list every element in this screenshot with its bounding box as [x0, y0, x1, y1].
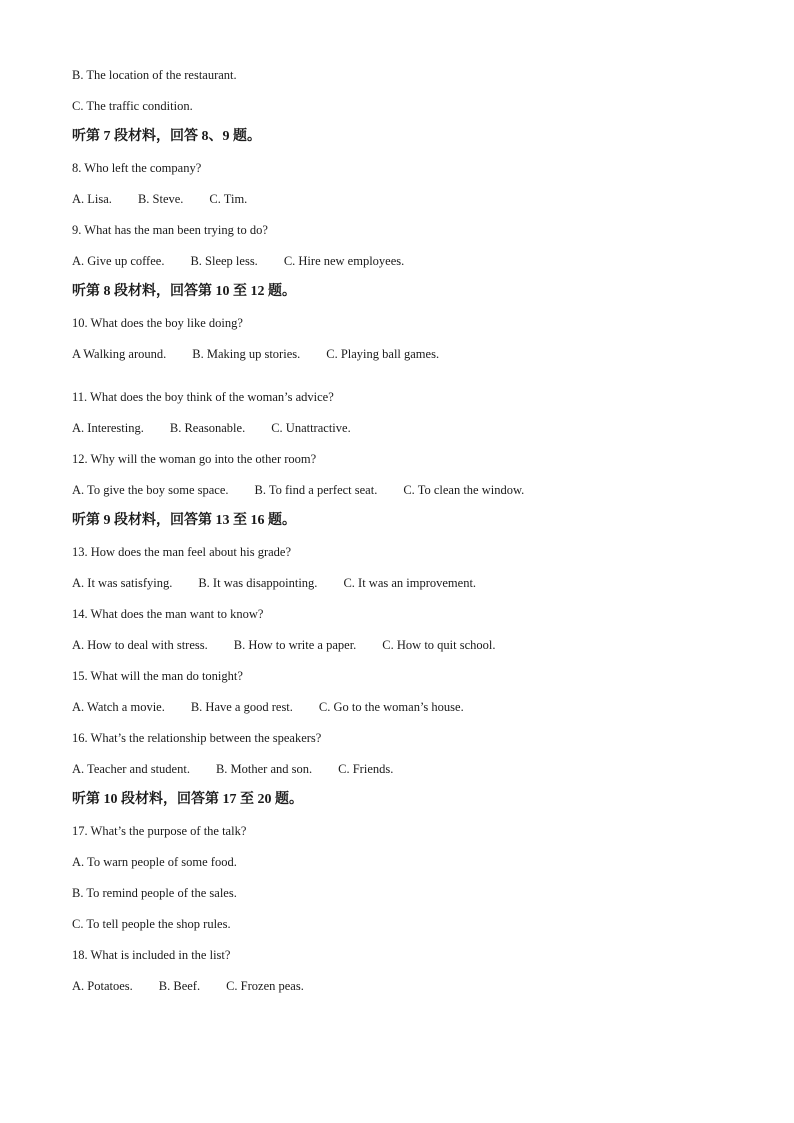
option-item: B. Mother and son.	[215, 762, 313, 776]
options-row	[72, 419, 732, 450]
option-line: A. To warn people of some food.	[72, 855, 237, 869]
option-item: A. Teacher and student.	[72, 762, 190, 776]
option-item: B. Have a good rest.	[190, 700, 293, 714]
section-heading: 听第 8 段材料，回答第 10 至 12 题。	[72, 284, 296, 299]
option-item: A. Interesting.	[72, 421, 144, 435]
option-item: C. It was an improvement.	[343, 576, 477, 590]
option-item: C. Go to the woman’s house.	[318, 700, 464, 714]
question-text: 18. What is included in the list?	[72, 948, 231, 962]
question-text: 13. How does the man feel about his grade?	[72, 545, 292, 559]
question-text: 17. What’s the purpose of the talk?	[72, 824, 247, 838]
option-item: C. How to quit school.	[382, 638, 496, 652]
document-page	[72, 66, 732, 1008]
option-item: A. How to deal with stress.	[72, 638, 208, 652]
options-row	[72, 190, 732, 221]
question-text: 16. What’s the relationship between the speakers?	[72, 731, 322, 745]
option-line: B. The location of the restaurant.	[72, 68, 237, 82]
option-item: C. Friends.	[338, 762, 394, 776]
option-item: A. Lisa.	[72, 192, 112, 206]
section-heading: 听第 7 段材料，回答 8、9 题。	[72, 129, 261, 144]
question-text: 11. What does the boy think of the woman’s advice?	[72, 390, 334, 404]
question-text: 12. Why will the woman go into the other room?	[72, 452, 317, 466]
option-item: A Walking around.	[72, 347, 167, 361]
question-text: 9. What has the man been trying to do?	[72, 223, 268, 237]
option-item: C. Unattractive.	[271, 421, 351, 435]
option-item: C. Frozen peas.	[226, 979, 304, 993]
option-item: C. Tim.	[209, 192, 248, 206]
option-item: C. Playing ball games.	[326, 347, 440, 361]
option-line: C. The traffic condition.	[72, 99, 193, 113]
option-item: A. Give up coffee.	[72, 254, 165, 268]
options-row	[72, 252, 732, 283]
options-row	[72, 977, 732, 1008]
options-row	[72, 760, 732, 791]
question-text: 14. What does the man want to know?	[72, 607, 264, 621]
question-text: 10. What does the boy like doing?	[72, 316, 243, 330]
section-heading: 听第 10 段材料，回答第 17 至 20 题。	[72, 792, 303, 807]
options-row	[72, 698, 732, 729]
option-item: A. It was satisfying.	[72, 576, 173, 590]
section-heading: 听第 9 段材料，回答第 13 至 16 题。	[72, 513, 296, 528]
option-item: B. Reasonable.	[169, 421, 246, 435]
option-item: C. Hire new employees.	[283, 254, 405, 268]
question-text: 15. What will the man do tonight?	[72, 669, 243, 683]
option-item: B. To find a perfect seat.	[254, 483, 378, 497]
question-text: 8. Who left the company?	[72, 161, 202, 175]
option-item: A. Watch a movie.	[72, 700, 165, 714]
options-row	[72, 481, 732, 512]
options-row	[72, 345, 732, 376]
option-line: B. To remind people of the sales.	[72, 886, 237, 900]
options-row	[72, 636, 732, 667]
option-item: B. How to write a paper.	[233, 638, 357, 652]
option-item: B. Sleep less.	[190, 254, 258, 268]
spacer	[72, 376, 732, 388]
option-item: B. Beef.	[158, 979, 201, 993]
option-item: B. It was disappointing.	[198, 576, 318, 590]
option-item: B. Making up stories.	[192, 347, 301, 361]
option-item: A. Potatoes.	[72, 979, 133, 993]
option-item: C. To clean the window.	[403, 483, 525, 497]
options-row	[72, 574, 732, 605]
option-item: A. To give the boy some space.	[72, 483, 229, 497]
option-line: C. To tell people the shop rules.	[72, 917, 231, 931]
option-item: B. Steve.	[137, 192, 184, 206]
